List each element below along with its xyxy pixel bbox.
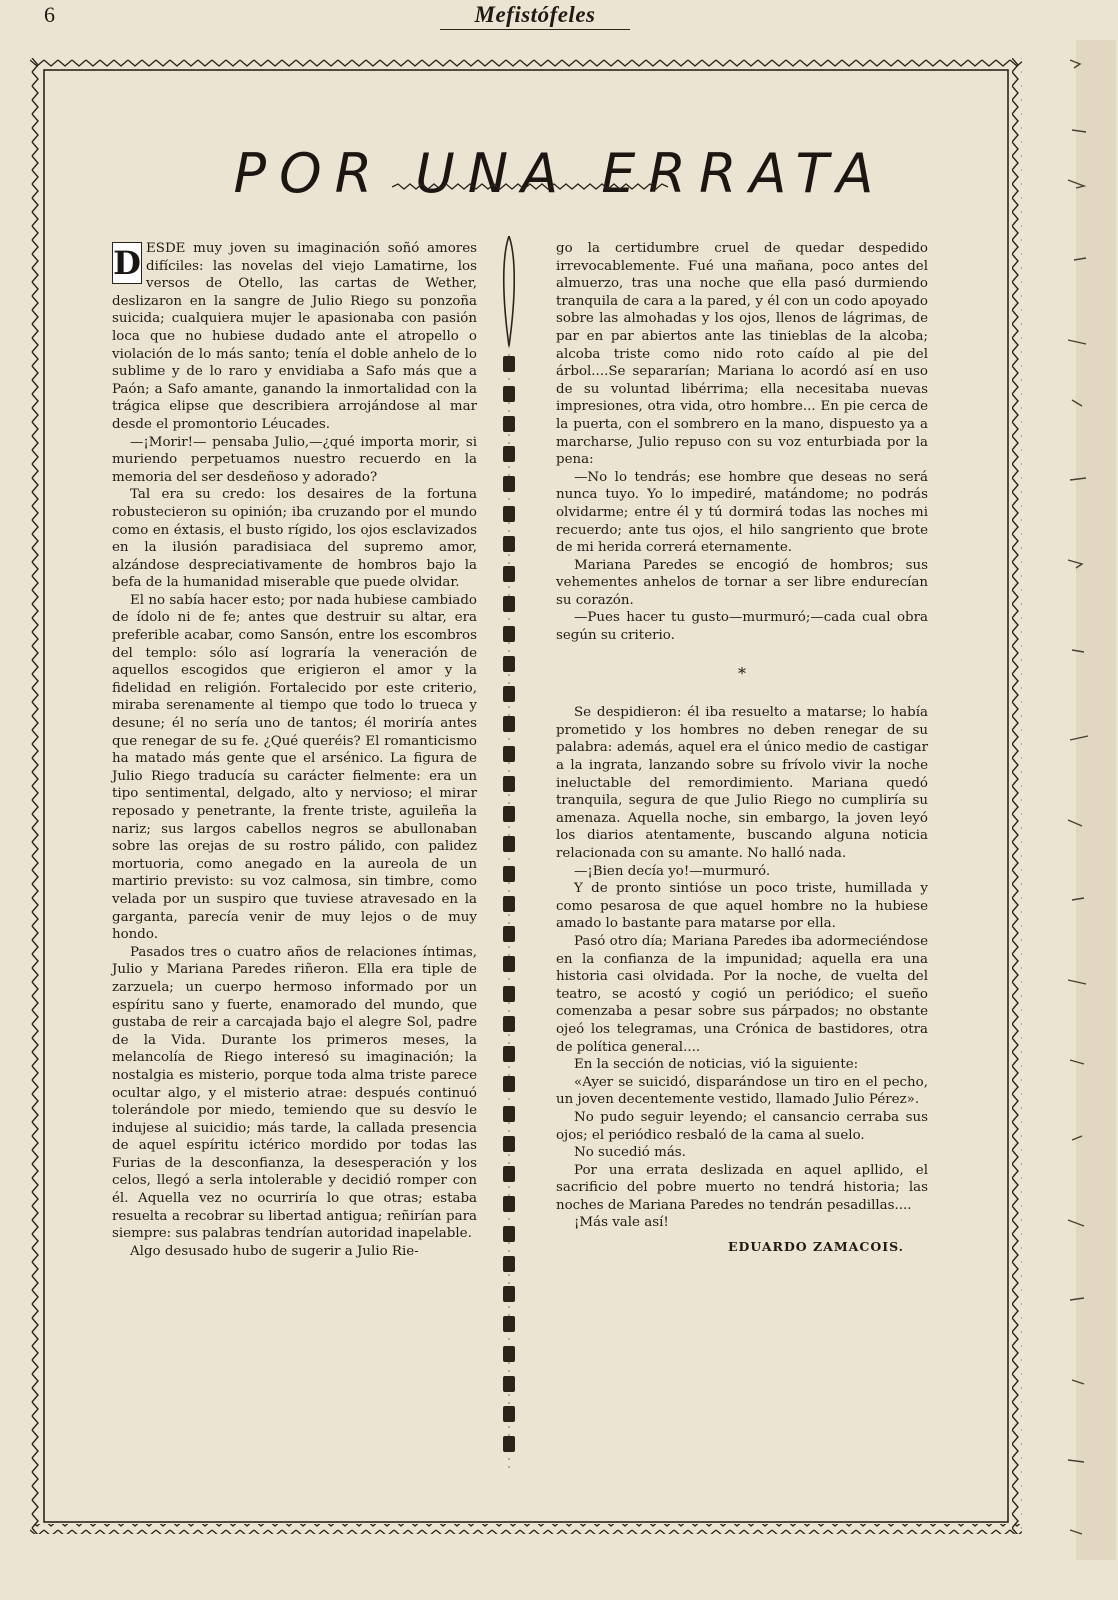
article-paragraph: Pasados tres o cuatro años de relaciones íntimas, Julio y Mariana Paredes riñeron. Ella era tiple de zarzuela; un cuerpo hermoso informado por un espíritu sano y fuerte, enamorado del mundo, que gustaba de reir a carcajada bajo el alegre Sol, padre de la Vida. Durante los primeros meses, la melancolía de Riego interesó su imaginación; la nostalgia es misterio, porque toda alma triste parece ocultar algo, y el misterio atrae: después continuó tolerándole por miedo, temiendo que su desvío le indujese al suicidio; más tarde, la callada presencia de aquel espíritu ictérico mordido por todas las Furias de la desconfianza, la desesperación y los celos, llegó a serla intolerable y decidió romper con él. Aquella vez no ocurriría lo que otras; estaba resuelta a recobrar su libertad antigua; reñirían para siempre: sus palabras tendrían autoridad inapelable. [112,944,477,1242]
article-title: POR UNA ERRATA [233,142,887,206]
article-paragraph: No pudo seguir leyendo; el cansancio cerraba sus ojos; el periódico resbaló de la cama al suelo. [556,1109,928,1143]
dropcap: D [113,244,141,282]
paragraph-text: ESDE muy joven su imaginación soñó amores difíciles: las novelas del viejo Lamatirne, los versos de Otello, las cartas de Wether, deslizaron en la sangre de Julio Riego su ponzoña suicida; cualquiera mujer le apasionaba con pasión loca que no hubiese dudado ante el atropello o violación de lo más santo; tenía el doble anhelo de lo sublime y de lo raro y envidiaba a Safo más que a Paón; a Safo amante, ganando la inmortalidad con la trágica elipse que describiera arrojándose al mar desde el promontorio Léucades. [112,241,477,432]
magazine-masthead: Mefistófeles [440,2,630,30]
section-break: * [738,663,746,683]
article-paragraph: —No lo tendrás; ese hombre que deseas no será nunca tuyo. Yo lo impediré, matándome; no podrás olvidarme; entre él y tú dormirá todas las noches mi recuerdo; ante tus ojos, el hilo sangriento que brote de mi herida correrá eternamente. [556,469,928,556]
article-paragraph: «Ayer se suicidó, disparándose un tiro en el pecho, un joven decentemente vestido, llamado Julio Pérez». [556,1074,928,1108]
article-paragraph: Algo desusado hubo de sugerir a Julio Rie- [130,1243,419,1259]
article-left-column [112,240,477,1260]
article-paragraph: El no sabía hacer esto; por nada hubiese cambiado de ídolo ni de fe; antes que destruir su altar, era preferible acabar, como Sansón, entre los escombros del templo: sólo así lograría la veneración de aquellos escogidos que erigieron el amor y la fidelidad en religión. Fortalecido por este criterio, miraba serenamente al tiempo que todo lo trueca y desune; él no sería uno de tantos; él moriría antes que renegar de su fe. ¿Qué queréis? El romanticismo ha matado más gente que el arsénico. La figura de Julio Riego traducía su carácter fielmente: era un tipo sentimental, delgado, alto y nervioso; el mirar reposado y penetrante, la frente triste, aguileña la nariz; sus largos cabellos negros se abullonaban sobre las orejas de su rostro pálido, con palidez mortuoria, como anegado en la aureola de un martirio previsto: su voz calmosa, sin timbre, como velada por un suspiro que tuviese atravesado en la garganta, parecía venir de muy lejos o de muy hondo. [112,592,477,943]
article-paragraph: Mariana Paredes se encogió de hombros; sus vehementes anhelos de tornar a ser libre endurecían su corazón. [556,557,928,608]
article-paragraph [112,240,477,434]
article-paragraph: ¡Más vale así! [574,1215,669,1231]
article-paragraph: Y de pronto sintióse un poco triste, humillada y como pesarosa de que aquel hombre no la hubiese amado lo bastante para matarse por ella. [556,881,928,932]
article-paragraph: En la sección de noticias, vió la siguiente: [574,1057,859,1073]
article-paragraph: Por una errata deslizada en aquel apllido, el sacrificio del pobre muerto no tendrá historia; las noches de Mariana Paredes no tendrán pesadillas.... [556,1162,928,1213]
article-paragraph: —Pues hacer tu gusto—murmuró;—cada cual obra según su criterio. [556,610,928,644]
torn-page-edge-icon [1056,40,1116,1560]
article-right-column [556,240,928,1256]
title-ornament-icon [392,182,672,192]
article-paragraph: Pasó otro día; Mariana Paredes iba adormeciéndose en la confianza de la impunidad; aquella era una historia casi olvidada. Por la noche, de vuelta del teatro, se acostó y cogió un periódico; el sueño comenzaba a pesar sobre sus párpados; no obstante ojeó los telegramas, una Crónica de bastidores, otra de política general.... [556,933,928,1055]
article-paragraph: Tal era su credo: los desaires de la fortuna robustecieron su opinión; iba cruzando por el mundo como en éxtasis, el busto rígido, los ojos esclavizados en la ilusión paradisiaca del supremo amor, alzándose despreciativamente de hombros bajo la befa de la humanidad miserable que puede olvidar. [112,487,477,591]
column-divider-ornament-icon [496,236,522,1468]
page-number: 6 [44,2,55,27]
article-paragraph: —¡Morir!— pensaba Julio,—¿qué importa morir, si muriendo perpetuamos nuestro recuerdo en la memoria del ser desdeñoso y adorado? [112,434,477,485]
article-paragraph: —¡Bien decía yo!—murmuró. [574,863,771,879]
author-signature: EDUARDO ZAMACOIS. [727,1239,904,1255]
article-paragraph: Se despidieron: él iba resuelto a matarse; lo había prometido y los hombres no deben renegar de su palabra: además, aquel era el único medio de castigar a la ingrata, lanzando sobre su frívolo vivir la noche ineluctable del remordimiento. Mariana quedó tranquila, segura de que Julio Riego no cumpliría su amenaza. Aquella noche, sin embargo, la joven leyó los diarios atentamente, buscando alguna noticia relacionada con su amante. No halló nada. [556,705,928,861]
article-paragraph: go la certidumbre cruel de quedar despedido irrevocablemente. Fué una mañana, poco antes del almuerzo, tras una noche que ella pasó durmiendo tranquila de cara a la pared, y él con un codo apoyado sobre las almohadas y los ojos, llenos de lágrimas, de par en par abiertos ante las tinieblas de la alcoba; alcoba triste como nido roto caído al pie del árbol....Se separarían; Mariana lo acordó así en uso de su voluntad libérrima; ella necesitaba nuevas impresiones, otra vida, otro hombre... En pie cerca de la puerta, con el sombrero en la mano, dispuesto ya a marcharse, Julio repuso con su voz enturbiada por la pena: [556,241,928,468]
article-paragraph: No sucedió más. [574,1145,686,1161]
